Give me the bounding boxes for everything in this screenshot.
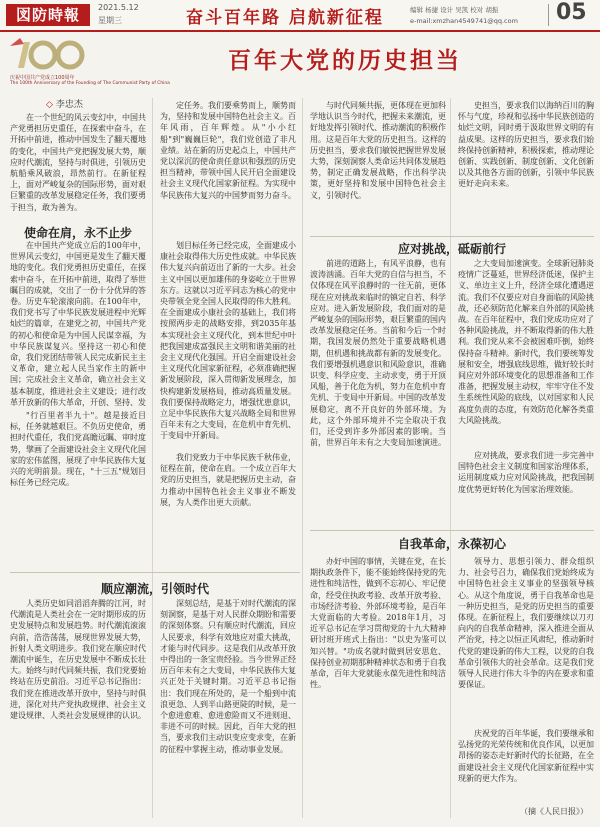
issue-weekday: 星期三 [98,16,122,25]
logo-caption-en: The 100th Anniversary of the Founding of The Communist Party of China [10,81,170,86]
article-paragraph: 前进的道路上，有风平浪静，也有波涛汹涌。百年大党的自信与担当，不仅体现在风平浪静时的一往无前，更体现在应对挑战来临时的镇定自若、科学应对。进入新发展阶段，我们面对的是严峻复杂的国际形势，艰巨繁重的国内改革发展稳定任务。当前和今后一个时期，我国发展仍然处于重要战略机遇期，但机遇和挑战都有新的发展变化。我们要增强机遇意识和风险意识，准确识变、科学应变、主动求变，勇于开顶风船，善于化危为机，努力在危机中育先机、于变局中开新局。中国的改革发展稳定，离不开良好的外部环境。为此，这个外部环境并不完全取决于我们，还受到许多外部因素的影响。当前，世界百年未有之大变局加速演进。 [310,259,446,448]
masthead [0,0,600,32]
section-heading: 自我革命，永葆初心 [397,537,506,551]
column-rule [152,98,153,818]
section-heading: 使命在肩，永不止步 [23,226,132,240]
article-paragraph: 办好中国的事情，关键在党，在长期执政条件下，能不能始终保持党的先进性和纯洁性，做到不忘初心、牢记使命，经受住执政考验、改革开放考验、市场经济考验、外部环境考验，是百年大党面临的大考验。2018年1月，习近平总书记在学习贯彻党的十九大精神研讨班开班式上指出："以史为鉴可以知兴替。"功成名就时做到居安思危、保持创业初期那种精神状态和勇于自我革命，百年大党就能永葆先进性和纯洁性。 [310,557,446,690]
page-number-divider [548,4,549,26]
page-slogan: 奋斗百年路 启航新征程 [186,8,384,28]
paper-name: 図防時報 [6,4,90,26]
article-paragraph: 我们党致力于中华民族千秋伟业，征程在前，使命在肩。一个成立百年大党的历史担当，就是把握历史主动，奋力推动中国特色社会主义事业不断发展，为人类作出更大贡献。 [160,453,296,507]
article-paragraph: 庆祝党的百年华诞，我们要继承和弘扬党的光荣传统和优良作风，以更加昂扬的姿态走好新时代的长征路，在全面建设社会主义现代化国家新征程中实现新的更大作为。 [458,729,594,783]
section-heading: 顺应潮流，引领时代 [100,582,209,596]
column-rule [450,98,451,818]
page-number: 05 [556,0,587,25]
centenary-emblem-icon [10,36,96,72]
article-paragraph: 应对挑战，要求我们进一步完善中国特色社会主义制度和国家治理体系，运用制度威力应对风险挑战，把我国制度优势更好转化为国家治理效能。 [458,451,594,494]
logo-caption-cn: 庆祝中国共产党成立100周年 [10,75,75,81]
byline-diamond-icon: ◇ [46,100,53,110]
issue-date: 2021.5.12 [98,3,139,12]
author-name: 李忠杰 [55,100,83,110]
article-paragraph: 划目标任务已经完成，全面建成小康社会取得伟大历史性成就。中华民族伟大复兴向前迈出了新的一大步。社会主义中国以更加雄伟的身姿屹立于世界东方。这就以习近平同志为核心的党中央带领全党全国人民取得的伟大胜利。在全面建成小康社会的基础上，我们将按照两步走的战略安排，到2035年基本实现社会主义现代化，到本世纪中叶把我国建成富强民主文明和谐美丽的社会主义现代化强国。开启全面建设社会主义现代化国家新征程，必须准确把握新发展阶段，深入贯彻新发展理念，加快构建新发展格局，推动高质量发展。我们要保持战略定力，增强忧患意识，立足中华民族伟大复兴战略全局和世界百年未有之大变局，在危机中育先机、于变局中开新局。 [160,241,296,441]
section-divider [310,236,594,237]
column-rule [302,98,303,818]
article-paragraph: 定任务。我们要乘势而上，顺势而为，坚持和发展中国特色社会主义。百年风雨，百年辉煌。从"小小红船"到"巍巍巨轮"，我们党创造了非凡业绩。站在新的历史起点上，中国共产党以深沉的使命责任意识和强烈的历史担当精神，带领中国人民开启全面建设社会主义现代化国家新征程。为实现中华民族伟大复兴的中国梦而努力奋斗。 [160,101,296,200]
section-divider [10,572,300,573]
article-paragraph: 领导力、思想引领力、群众组织力、社会号召力，确保我们党始终成为中国特色社会主义事业的坚强领导核心。从这个角度说，勇于自我革命也是一种历史担当，是党的历史担当的重要体现。在新征程上，我们要继续以刀刃向内的自我革命精神，深入推进全面从严治党，持之以恒正风肃纪，推动新时代党的建设新的伟大工程，以党的自我革命引领伟大的社会革命。这是我们党领导人民进行伟大斗争的内在要求和重要保证。 [458,557,594,690]
article-paragraph: "行百里者半九十"。越是接近目标，任务就越艰巨。不负历史使命，勇担时代重任，我们党高瞻远瞩、审时度势，擘画了全面建设社会主义现代化国家的宏伟蓝图，展现了中华民族伟大复兴的光明前景。现在，"十三五"规划目标任务已经完成。 [10,411,146,488]
article-paragraph: 史担当，要求我们以海纳百川的胸怀与气度，珍视和弘扬中华民族创造的灿烂文明，同时勇于汲取世界文明的有益成果。这样的历史担当，要求我们始终保持创新精神，积极探索，推动理论创新、实践创新、制度创新、文化创新以及其他各方面的创新，引领中华民族更好走向未来。 [458,101,594,189]
centenary-logo [10,36,170,92]
article-paragraph: 之大变局加速演变。全球新冠肺炎疫情广泛蔓延，世界经济低迷，保护主义、单边主义上升，经济全球化遭遇逆流。我们不仅要应对自身面临的风险挑战，还必须防范化解来自外部的风险挑战。在百年征程中，我们党成功应对了各种风险挑战，并不断取得新的伟大胜利。我们党从来不会被困难吓倒，始终保持奋斗精神。新时代，我们要统筹发展和安全，增强底线思维，做好较长时间应对外部环境变化的思想准备和工作准备，把握发展主动权，牢牢守住不发生系统性风险的底线，以对国家和人民高度负责的态度，有效防范化解各类重大风险挑战。 [458,259,594,425]
editors-line: 编辑 杨捷 设计 吴凯 校对 胡振 [410,6,499,14]
editor-email: e-mail:xmzhan4549741@qq.com [410,17,518,25]
source-credit: （摘《人民日报》） [520,807,588,816]
article-paragraph: 在中国共产党成立后的100年中，世界风云变幻，中国更是发生了翻天覆地的变化。我们党勇担历史重任，在探索中奋斗，在开拓中前进，取得了举世瞩目的成就，交出了一份十分优异的答卷。历史车轮滚滚向前。在100年中，我们党书写了中华民族发展进程中光辉灿烂的篇章，在建党之初，中国共产党的初心和使命是为中国人民谋幸福，为中华民族谋复兴。坚持这一初心和使命，我们党团结带领人民完成新民主主义革命，建立起人民当家作主的新中国；完成社会主义革命，确立社会主义基本制度，推进社会主义建设；进行改革开放新的伟大革命，开创、坚持、发 [10,241,146,407]
author-byline [46,97,83,110]
article-paragraph: 与时代同频共振，更体现在更加科学地认识当今时代，把握未来潮流，更好地发挥引领时代、推动潮流的积极作用。这是百年大党的历史担当。这样的历史担当，要求我们敏锐把握世界发展大势，深刻洞察人类命运共同体发展趋势，制定正确发展战略，作出科学决策，更好坚持和发展中国特色社会主义，引领时代。 [310,101,446,200]
article-headline: 百年大党的历史担当 [228,48,462,74]
section-divider [310,530,594,531]
article-paragraph: 深刻总结，是基于对时代潮流的深刻洞察，是基于对人民群众期盼和需要的深刻体察。只有顺应时代潮流，回应人民要求，科学有效地应对重大挑战，才能与时代同步。这是我们从改革开放中得出的一条宝贵经验。当今世界正经历百年未有之大变局，中华民族伟大复兴正处于关键时期。习近平总书记指出：我们现在所处的，是一个船到中流浪更急、人到半山路更陡的时候，是一个愈进愈难、愈进愈险而又不进则退、非进不可的时候。因此，百年大党的担当，要求我们主动识变应变求变，在新的征程中掌握主动，推动事业发展。 [160,599,296,754]
section-heading: 应对挑战，砥砺前行 [397,242,506,256]
article-paragraph: 在一个世纪的风云变幻中，中国共产党勇担历史重任，在探索中奋斗，在开拓中前进，推动中国发生了翻天覆地的变化，中国共产党把握发展大势，顺应时代潮流，坚持与时俱进，引领历史航船乘风破浪，昂然前行。在新征程上，面对严峻复杂的国际形势，面对艰巨繁重的改革发展稳定任务，我们要勇于担当，敢为善为。 [10,113,146,212]
article-paragraph: 人类历史如同滔滔奔腾的江河，时代潮流是人类社会在一定时期形成的历史发展特点和发展趋势。时代潮流滚滚向前，浩浩荡荡，展现世界发展大势，折射人类文明进步。我们党在顺应时代潮流中诞生，在历史发展中不断成长壮大。始终与时代同频共振，我们党要始终站在历史前沿。习近平总书记指出：我们党在推进改革开放中，坚持与时俱进，深化对共产党执政规律、社会主义建设规律、人类社会发展规律的认识。 [10,599,146,721]
